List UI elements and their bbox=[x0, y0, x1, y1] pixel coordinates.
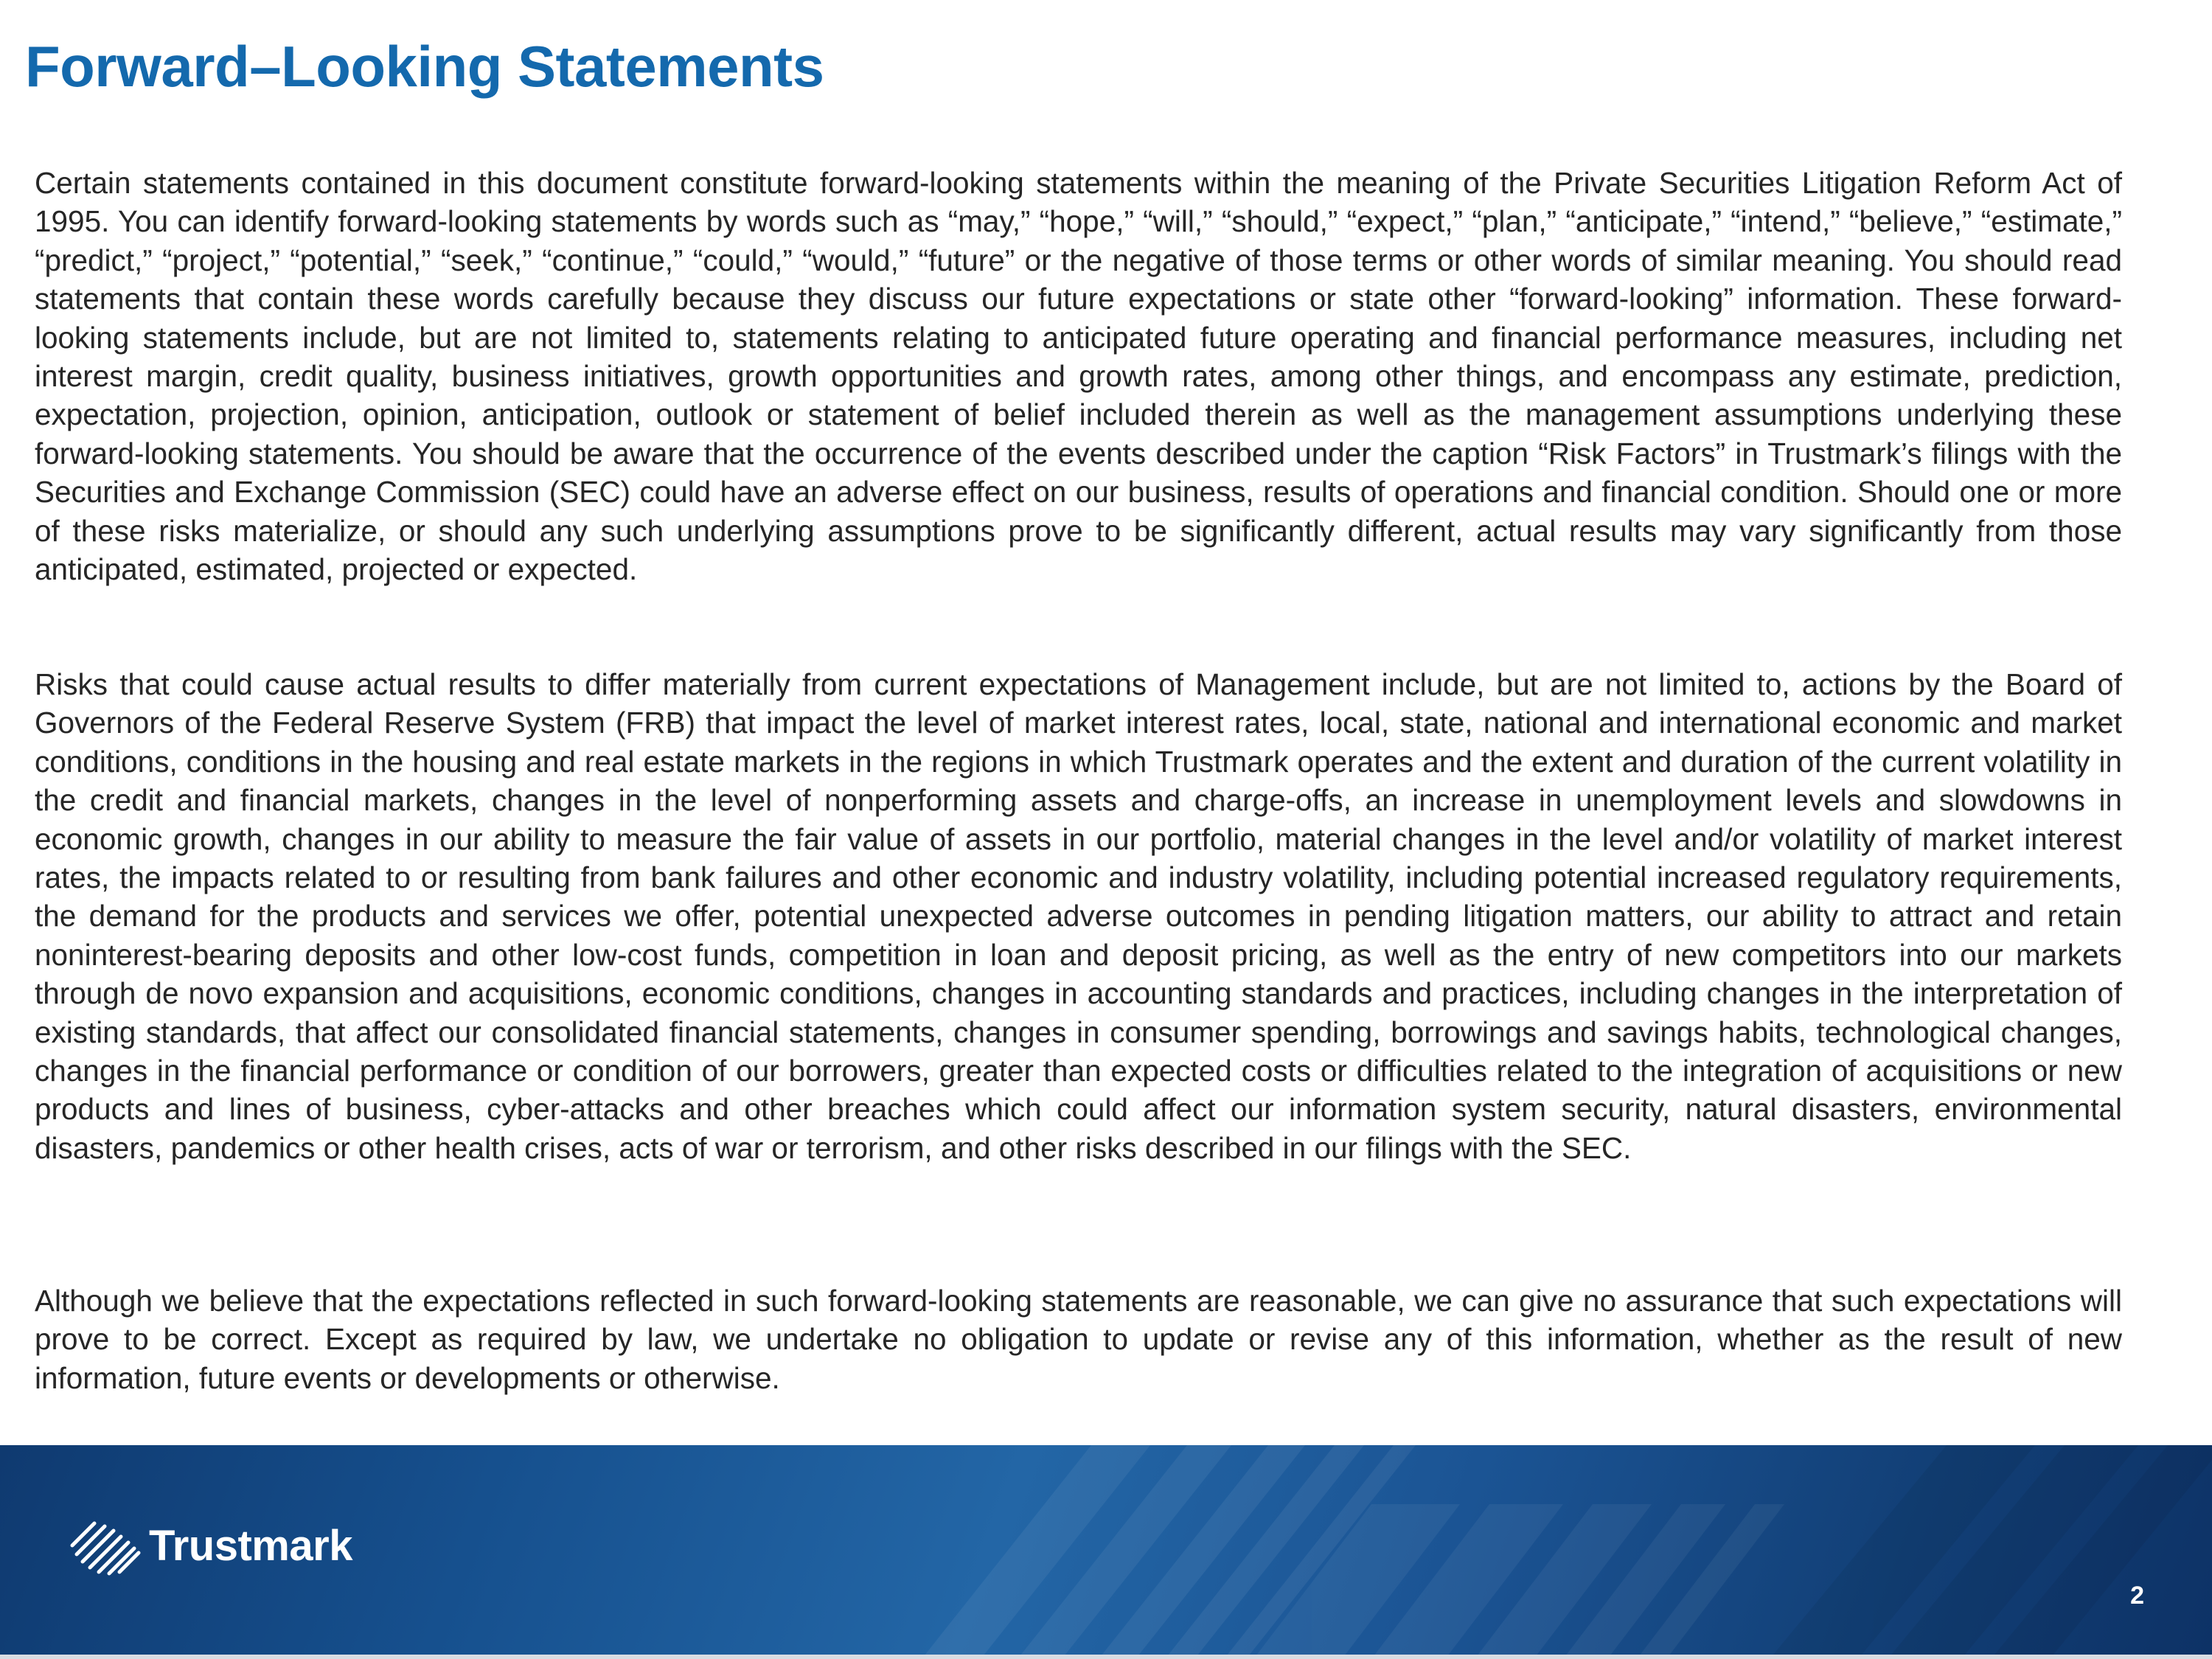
footer-bottom-edge bbox=[0, 1655, 2212, 1659]
paragraph-forward-looking: Certain statements contained in this document constitute forward-looking statements within the meaning of the Private Securities Litigation Reform Act of 1995. You can identify forward-looking statements by words such as “may,” “hope,” “will,” “should,” “expect,” “plan,” “anticipate,” “intend,” “believe,” “estimate,” “predict,” “project,” “potential,” “seek,” “continue,” “could,” “would,” “future” or the negative of those terms or other words of similar meaning. You should read statements that contain these words carefully because they discuss our future expectations or state other “forward-looking” information. These forward-looking statements include, but are not limited to, statements relating to anticipated future operating and financial performance measures, including net interest margin, credit quality, business initiatives, growth opportunities and growth rates, among other things, and encompass any estimate, prediction, expectation, projection, opinion, anticipation, outlook or statement of belief included therein as well as the management assumptions underlying these forward-looking statements. You should be aware that the occurrence of the events described under the caption “Risk Factors” in Trustmark’s filings with the Securities and Exchange Commission (SEC) could have an adverse effect on our business, results of operations and financial condition. Should one or more of these risks materialize, or should any such underlying assumptions prove to be significantly different, actual results may vary significantly from those anticipated, estimated, projected or expected. bbox=[35, 166, 2122, 587]
slide-title: Forward–Looking Statements bbox=[25, 34, 824, 99]
slide-footer-banner bbox=[0, 1445, 2212, 1659]
trustmark-logo bbox=[62, 1513, 352, 1579]
paragraph-assurance: Although we believe that the expectations reflected in such forward-looking statements are reasonable, we can give no assurance that such expectations will prove to be correct. Except as required by law, we undertake no obligation to update or revise any of this information, whether as the result of new information, future events or developments or otherwise. bbox=[35, 1284, 2122, 1395]
paragraph-risks: Risks that could cause actual results to differ materially from current expectations of Management include, but are not limited to, actions by the Board of Governors of the Federal Reserve System (FRB) that impact the level of market interest rates, local, state, national and international economic and market conditions, conditions in the housing and real estate markets in the regions in which Trustmark operates and the extent and duration of the current volatility in the credit and financial markets, changes in the level of nonperforming assets and charge-offs, an increase in unemployment levels and slowdowns in economic growth, changes in our ability to measure the fair value of assets in our portfolio, material changes in the level and/or volatility of market interest rates, the impacts related to or resulting from bank failures and other economic and industry volatility, including potential increased regulatory requirements, the demand for the products and services we offer, potential unexpected adverse outcomes in pending litigation matters, our ability to attract and retain noninterest-bearing deposits and other low-cost funds, competition in loan and deposit pricing, as well as the entry of new competitors into our markets through de novo expansion and acquisitions, economic conditions, changes in accounting standards and practices, including changes in the interpretation of existing standards, that affect our consolidated financial statements, changes in consumer spending, borrowings and savings habits, technological changes, changes in the financial performance or condition of our borrowers, greater than expected costs or difficulties related to the integration of acquisitions or new products and lines of business, cyber-attacks and other breaches which could affect our information system security, natural disasters, environmental disasters, pandemics or other health crises, acts of war or terrorism, and other risks described in our filings with the SEC. bbox=[35, 667, 2122, 1165]
brand-name: Trustmark bbox=[149, 1522, 352, 1570]
trustmark-logo-icon bbox=[62, 1513, 143, 1579]
page-number: 2 bbox=[2130, 1582, 2144, 1610]
